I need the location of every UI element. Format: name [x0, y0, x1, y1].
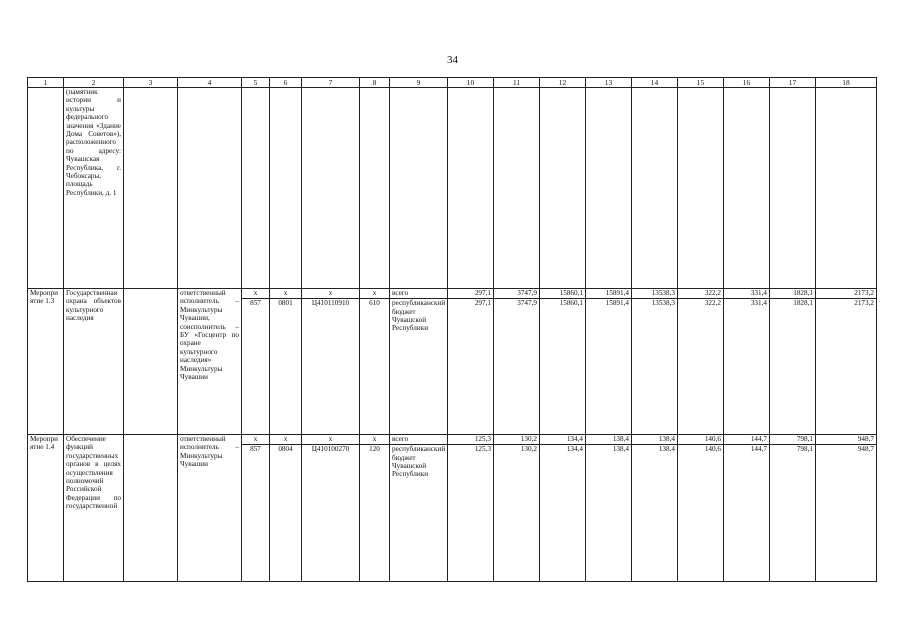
- value-cell: 3747,9: [494, 289, 539, 299]
- value-cell: 144,7: [724, 435, 769, 445]
- column-header: 11: [494, 78, 540, 88]
- code-cell: 120: [369, 445, 380, 454]
- value-cell: 15860,1: [559, 299, 583, 308]
- funding-source: всего: [390, 435, 447, 445]
- value-cell: 297,1: [448, 289, 493, 299]
- column-header: 9: [390, 78, 448, 88]
- value-cell: 322,2: [678, 289, 723, 299]
- header-row: [28, 78, 877, 88]
- value-cell: 1828,1: [793, 299, 813, 308]
- value-cell: 138,4: [612, 445, 629, 454]
- value-cell: 13538,3: [651, 299, 675, 308]
- code-cell: x: [242, 289, 269, 299]
- value-cell: 15860,1: [540, 289, 585, 299]
- code-cell: x: [360, 289, 389, 299]
- value-cell: 138,4: [586, 435, 631, 445]
- value-cell: 798,1: [770, 435, 815, 445]
- value-cell: 2173,2: [816, 289, 876, 299]
- column-header: 5: [242, 78, 270, 88]
- executor: ответственный исполнитель – Минкультуры Чувашии: [178, 435, 242, 582]
- value-cell: 15891,4: [605, 299, 629, 308]
- value-cell: 144,7: [750, 445, 767, 454]
- value-cell: 2173,2: [854, 299, 874, 308]
- code-cell: x: [302, 435, 359, 445]
- table-row: [28, 289, 877, 435]
- empty-cell: [124, 289, 178, 435]
- value-cell: 1828,1: [770, 289, 815, 299]
- code-cell: 0801: [278, 299, 293, 308]
- code-cell: x: [270, 289, 301, 299]
- budget-table: [27, 77, 877, 582]
- continuation-row: [28, 88, 877, 289]
- code-cell: x: [270, 435, 301, 445]
- code-cell: 857: [250, 445, 261, 454]
- code-cell: Ц410100270: [311, 445, 350, 454]
- code-cell: x: [302, 289, 359, 299]
- code-cell: x: [242, 435, 269, 445]
- value-cell: 138,4: [632, 435, 677, 445]
- code-cell: Ц410110910: [311, 299, 350, 308]
- value-cell: 331,4: [724, 289, 769, 299]
- column-header: 8: [360, 78, 390, 88]
- code-cell: 857: [250, 299, 261, 308]
- column-header: 14: [632, 78, 678, 88]
- value-cell: 13538,3: [632, 289, 677, 299]
- column-header: 2: [64, 78, 124, 88]
- event-name: Мероприятие 1.3: [28, 289, 64, 435]
- funding-source: республиканский бюджет Чувашской Республики: [392, 445, 446, 479]
- value-cell: 125,3: [474, 445, 491, 454]
- continuation-description: (памятник истории и культуры федерального значения «Здание Дома Советов»), расположенного по адресу: Чувашская Республика, г. Чебоксары, площадь Республики, д. 1: [64, 88, 124, 289]
- table-row: [28, 435, 877, 582]
- funding-source: всего: [390, 289, 447, 299]
- column-header: 13: [586, 78, 632, 88]
- value-cell: 331,4: [750, 299, 767, 308]
- executor: ответственный исполнитель – Минкультуры Чувашии, соисполнитель – БУ «Госцентр по охране культурного наследия» Минкультуры Чувашии: [178, 289, 242, 435]
- value-cell: 130,2: [494, 435, 539, 445]
- column-header: 10: [448, 78, 494, 88]
- column-header: 4: [178, 78, 242, 88]
- value-cell: 948,7: [816, 435, 876, 445]
- value-cell: 134,4: [540, 435, 585, 445]
- column-header: 17: [770, 78, 816, 88]
- value-cell: 140,6: [678, 435, 723, 445]
- value-cell: 140,6: [704, 445, 721, 454]
- value-cell: 138,4: [658, 445, 675, 454]
- value-cell: 297,1: [474, 299, 491, 308]
- value-cell: 322,2: [704, 299, 721, 308]
- column-header: 15: [678, 78, 724, 88]
- value-cell: 125,3: [448, 435, 493, 445]
- value-cell: 798,1: [796, 445, 813, 454]
- event-description: Обеспечение функций государственных органов в целях осуществления полномочий Российской Федерации по государственной: [64, 435, 124, 582]
- funding-source: республиканский бюджет Чувашской Республики: [392, 299, 446, 333]
- column-header: 18: [816, 78, 877, 88]
- event-name: Мероприятие 1.4: [28, 435, 64, 582]
- column-header: 16: [724, 78, 770, 88]
- code-cell: 0804: [278, 445, 293, 454]
- empty-cell: [124, 435, 178, 582]
- code-cell: 610: [369, 299, 380, 308]
- column-header: 7: [302, 78, 360, 88]
- code-cell: x: [360, 435, 389, 445]
- value-cell: 3747,9: [517, 299, 537, 308]
- column-header: 3: [124, 78, 178, 88]
- value-cell: 134,4: [566, 445, 583, 454]
- value-cell: 130,2: [520, 445, 537, 454]
- value-cell: 15891,4: [586, 289, 631, 299]
- column-header: 6: [270, 78, 302, 88]
- column-header: 12: [540, 78, 586, 88]
- page-number: 34: [447, 54, 458, 66]
- column-header: 1: [28, 78, 64, 88]
- event-description: Государственная охрана объектов культурного наследия: [64, 289, 124, 435]
- value-cell: 948,7: [857, 445, 874, 454]
